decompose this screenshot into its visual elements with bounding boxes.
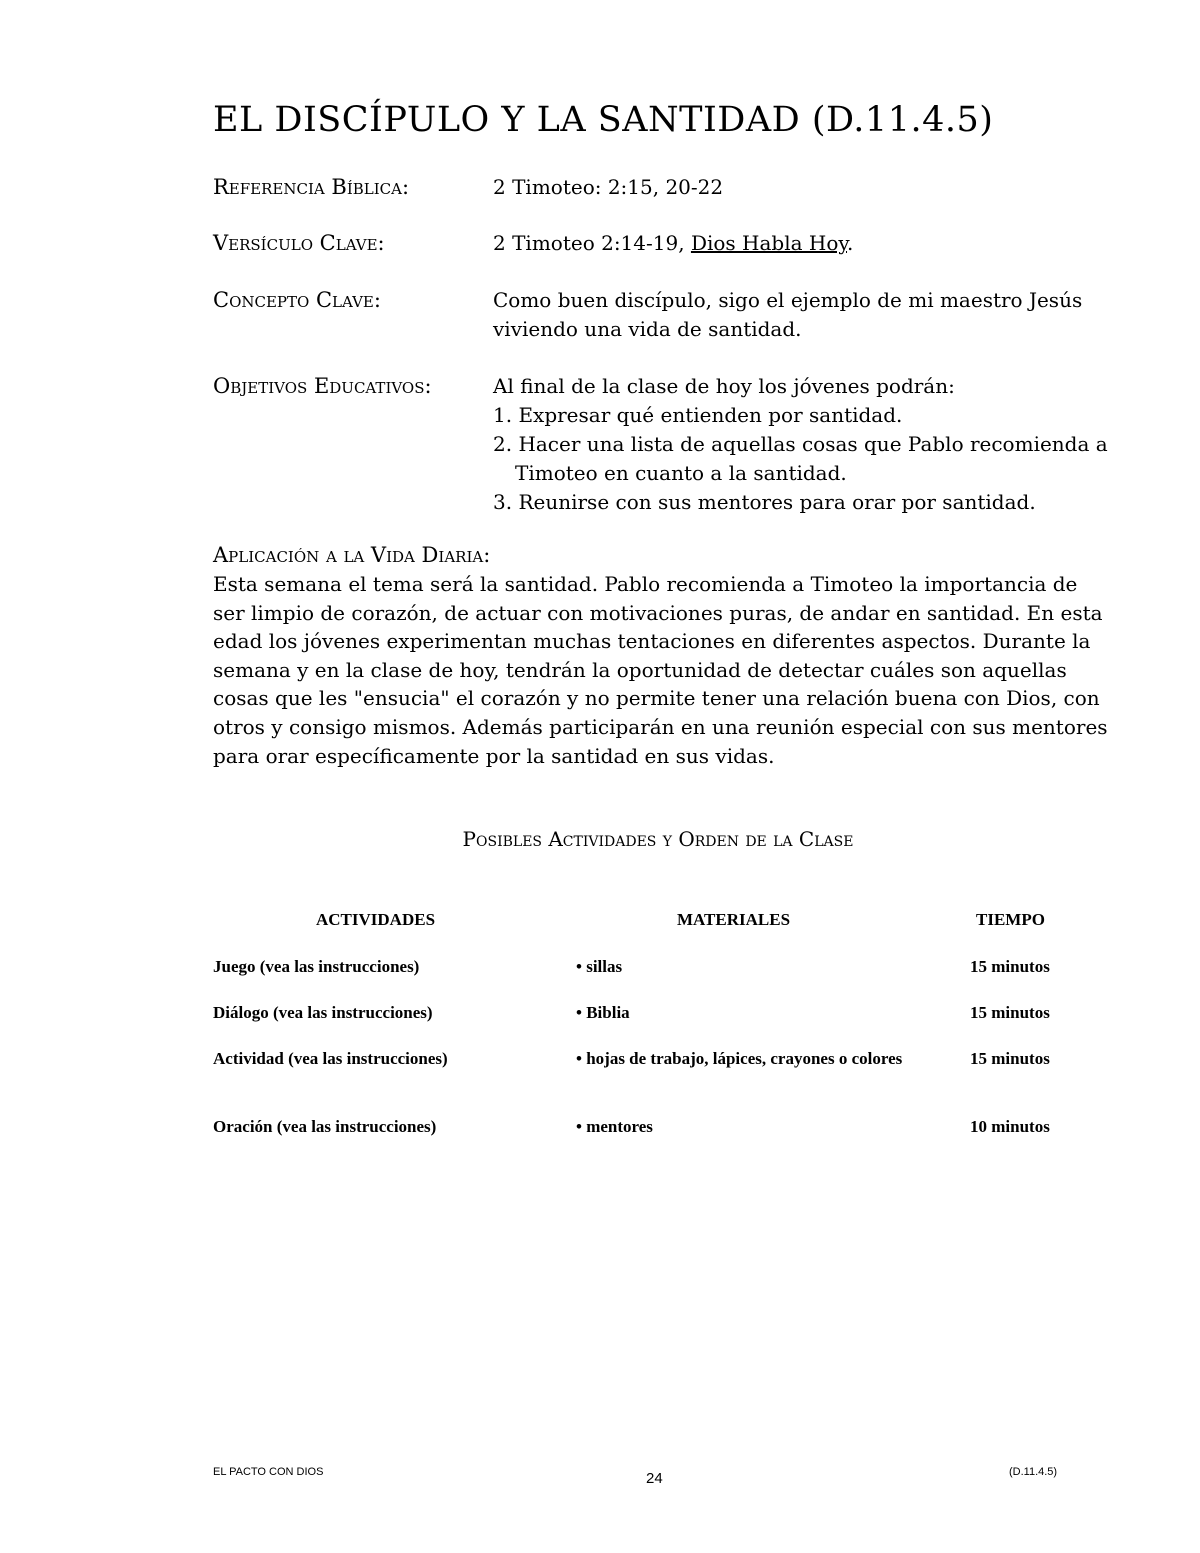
versiculo-value: [493, 229, 1113, 258]
objetivo-item: 3. Reunirse con sus mentores para orar por santidad.: [493, 490, 1036, 514]
aplicacion-heading: Aplicación a la Vida Diaria:: [213, 543, 491, 567]
referencia-value: 2 Timoteo: 2:15, 20-22: [493, 175, 724, 199]
objetivo-item: 1. Expresar qué entienden por santidad.: [493, 403, 903, 427]
material-cell: • sillas: [576, 957, 623, 976]
tiempo-cell: 10 minutos: [970, 1117, 1050, 1136]
header-materiales: MATERIALES: [677, 910, 791, 929]
aplicacion-text: Esta semana el tema será la santidad. Pablo recomienda a Timoteo la importancia de ser limpio de corazón, de actuar con motivaciones puras, de andar en santidad. En esta edad los jóvenes experimentan muchas tentaciones en diferentes aspectos. Durante la semana y en la clase de hoy, tendrán la oportunidad de detectar cuáles son aquellas cosas que les "ensucia" el corazón y no permite tener una relación buena con Dios, con otros y consigo mismos. Además participarán en una reunión especial con sus mentores para orar específicamente por la santidad en sus vidas.: [213, 572, 1108, 768]
objetivos-label: Objetivos Educativos:: [213, 374, 432, 398]
objetivo-item: 2. Hacer una lista de aquellas cosas que Pablo recomienda a Timoteo en cuanto a la santidad.: [493, 432, 1108, 485]
versiculo-period: .: [847, 231, 854, 255]
header-tiempo: TIEMPO: [976, 910, 1045, 929]
tiempo-cell: 15 minutos: [970, 957, 1050, 976]
actividades-heading: Posibles Actividades y Orden de la Clase: [462, 827, 854, 851]
material-cell: • mentores: [576, 1117, 653, 1136]
version-link: Dios Habla Hoy: [690, 231, 848, 255]
concepto-value: Como buen discípulo, sigo el ejemplo de mi maestro Jesús viviendo una vida de santidad.: [493, 288, 1083, 341]
objetivos-list: [493, 401, 1113, 517]
versiculo-reference: 2 Timoteo 2:14-19,: [493, 231, 691, 255]
actividad-cell: Diálogo (vea las instrucciones): [213, 1003, 433, 1022]
tiempo-cell: 15 minutos: [970, 1049, 1050, 1068]
objetivos-value: [493, 372, 1113, 517]
tiempo-cell: 15 minutos: [970, 1003, 1050, 1022]
page-title: EL DISCÍPULO Y LA SANTIDAD (D.11.4.5): [213, 100, 994, 140]
objetivos-intro: Al final de la clase de hoy los jóvenes podrán:: [493, 374, 955, 398]
footer-code: (D.11.4.5): [1009, 1466, 1058, 1478]
actividad-cell: Actividad (vea las instrucciones): [213, 1049, 448, 1068]
referencia-label: Referencia Bíblica:: [213, 175, 410, 199]
header-actividades: ACTIVIDADES: [316, 910, 436, 929]
footer-title: EL PACTO CON DIOS: [213, 1466, 324, 1478]
actividad-cell: Juego (vea las instrucciones): [213, 957, 420, 976]
concepto-label: Concepto Clave:: [213, 288, 381, 312]
page-number: 24: [646, 1470, 663, 1487]
actividad-cell: Oración (vea las instrucciones): [213, 1117, 437, 1136]
material-cell: • Biblia: [576, 1003, 630, 1022]
material-cell: • hojas de trabajo, lápices, crayones o colores: [576, 1049, 903, 1068]
versiculo-label: Versículo Clave:: [213, 231, 385, 255]
